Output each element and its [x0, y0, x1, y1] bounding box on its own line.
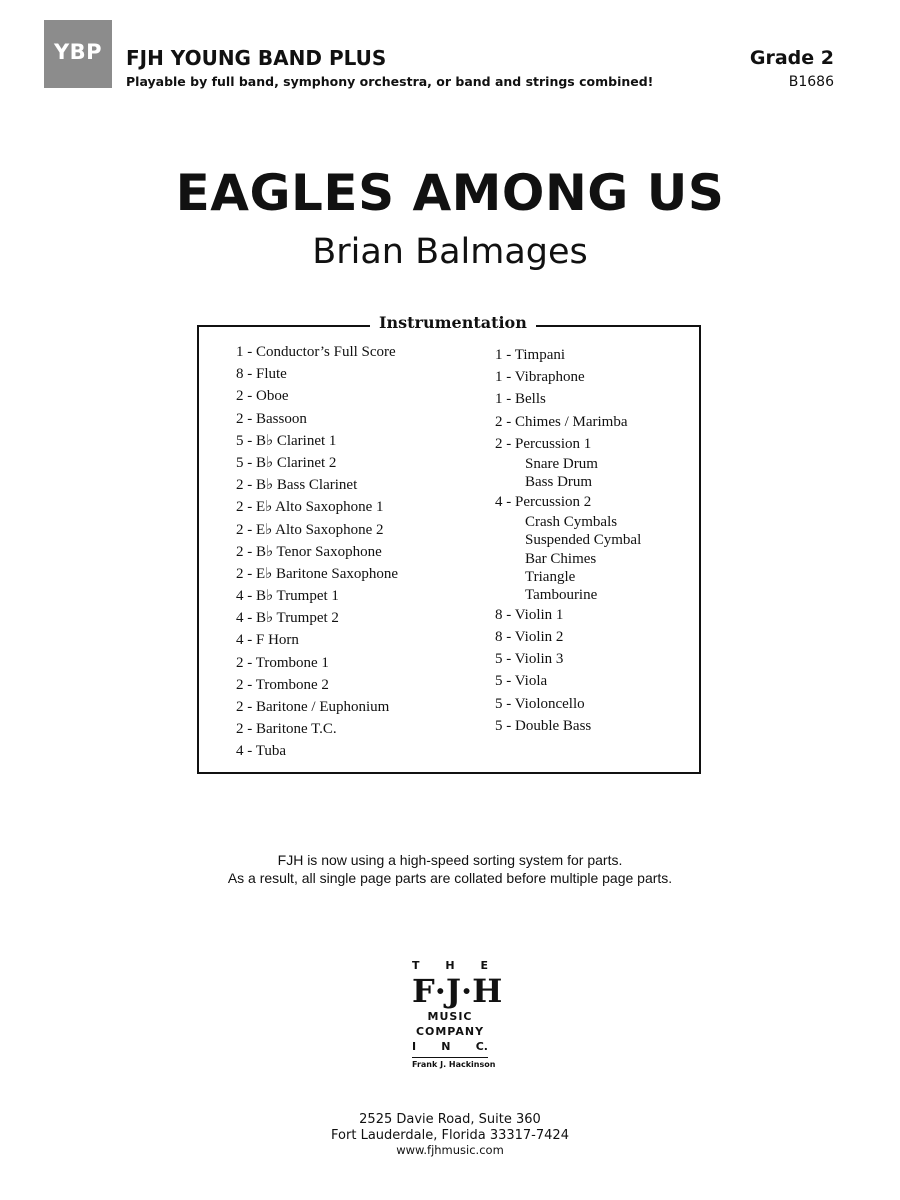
- instrument-item: 5 - Violoncello: [495, 695, 585, 712]
- logo-letter: N: [441, 1040, 451, 1053]
- address-line-2: Fort Lauderdale, Florida 33317-7424: [331, 1127, 569, 1143]
- series-name: FJH YOUNG BAND PLUS: [126, 46, 387, 70]
- instrument-item: 4 - B♭ Trumpet 1: [236, 588, 339, 605]
- instrument-item: 2 - Baritone / Euphonium: [236, 699, 390, 715]
- instrument-item: 1 - Conductor’s Full Score: [236, 344, 396, 360]
- instrument-item: 4 - F Horn: [236, 632, 299, 649]
- instrument-subitem: Triangle: [525, 568, 576, 585]
- instrument-subitem: Tambourine: [525, 586, 598, 603]
- instrument-item: 4 - B♭ Trumpet 2: [236, 610, 339, 627]
- logo-row-the: [412, 958, 488, 973]
- sorting-notice: [0, 851, 900, 887]
- instrument-item: 2 - Bassoon: [236, 410, 307, 427]
- instrument-subitem: Snare Drum: [525, 455, 598, 472]
- instrument-item: 2 - E♭ Alto Saxophone 2: [236, 521, 384, 538]
- notice-line-1: FJH is now using a high-speed sorting system for parts.: [277, 852, 623, 868]
- instrument-item: 2 - Chimes / Marimba: [495, 413, 628, 430]
- instrument-subitem: Suspended Cymbal: [525, 532, 642, 549]
- publisher-address: [0, 1112, 900, 1159]
- logo-letter: E: [480, 959, 488, 972]
- logo-letter: T: [412, 959, 420, 972]
- instrument-item: 8 - Violin 1: [495, 606, 564, 623]
- instrument-subitem: Crash Cymbals: [525, 514, 618, 531]
- instrument-item: 4 - Tuba: [236, 743, 287, 760]
- logo-dot: ·: [461, 972, 473, 1010]
- instrument-item: 2 - E♭ Baritone Saxophone: [236, 565, 399, 582]
- instrument-item: 5 - Viola: [495, 673, 548, 690]
- logo-divider: [412, 1057, 488, 1058]
- website-url: www.fjhmusic.com: [396, 1143, 504, 1157]
- piece-title: EAGLES AMONG US: [175, 164, 725, 222]
- instrument-item: 2 - Oboe: [236, 388, 289, 405]
- instrument-item: 2 - Baritone T.C.: [236, 721, 337, 738]
- logo-letter: C.: [475, 1040, 488, 1053]
- instrument-item: 5 - Violin 3: [495, 651, 564, 668]
- ybp-logo: YBP: [44, 20, 112, 88]
- logo-row-fjh: [412, 972, 503, 1010]
- instrument-item: 1 - Timpani: [495, 347, 566, 363]
- instrument-item: 8 - Violin 2: [495, 628, 564, 645]
- instrument-item: 2 - Trombone 1: [236, 654, 329, 671]
- logo-letter: H: [445, 959, 455, 972]
- notice-line-2: As a result, all single page parts are collated before multiple page parts.: [227, 870, 673, 886]
- instrument-subitem: Bass Drum: [525, 474, 593, 491]
- instrument-subitem: Bar Chimes: [525, 550, 597, 567]
- logo-row-inc: [412, 1039, 488, 1054]
- instrument-item: 2 - Trombone 2: [236, 676, 329, 693]
- address-line-1: 2525 Davie Road, Suite 360: [359, 1112, 541, 1127]
- logo-letter: F: [412, 972, 435, 1010]
- logo-founder-name: Frank J. Hackinson: [412, 1060, 496, 1069]
- logo-letter: J: [445, 972, 461, 1010]
- instrumentation-left-column: [236, 341, 398, 763]
- logo-letter: H: [472, 972, 503, 1010]
- instrument-item: 1 - Bells: [495, 391, 546, 408]
- instrument-item: 5 - B♭ Clarinet 2: [236, 454, 337, 471]
- instrument-item: 4 - Percussion 2: [495, 494, 592, 511]
- composer-name: Brian Balmages: [312, 232, 588, 272]
- series-tagline: Playable by full band, symphony orchestra, or band and strings combined!: [126, 74, 654, 89]
- instrument-item: 5 - Double Bass: [495, 717, 592, 734]
- instrument-item: 2 - Percussion 1: [495, 435, 592, 452]
- instrument-item: 2 - E♭ Alto Saxophone 1: [236, 499, 384, 516]
- instrument-item: 5 - B♭ Clarinet 1: [236, 432, 337, 449]
- logo-dot: ·: [434, 972, 446, 1010]
- logo-row-music: MUSIC: [427, 1010, 473, 1023]
- instrument-item: 2 - B♭ Tenor Saxophone: [236, 543, 382, 560]
- fjh-music-company-logo: [412, 958, 503, 1094]
- instrument-item: 1 - Vibraphone: [495, 369, 585, 386]
- instrument-item: 8 - Flute: [236, 366, 287, 383]
- logo-letter: I: [412, 1040, 417, 1053]
- grade-label: Grade 2: [749, 47, 834, 69]
- instrument-item: 2 - B♭ Bass Clarinet: [236, 477, 358, 494]
- instrumentation-right-column: [495, 344, 641, 737]
- catalog-number: B1686: [788, 74, 834, 90]
- instrumentation-heading: Instrumentation: [370, 313, 536, 332]
- logo-row-company: COMPANY: [415, 1025, 485, 1038]
